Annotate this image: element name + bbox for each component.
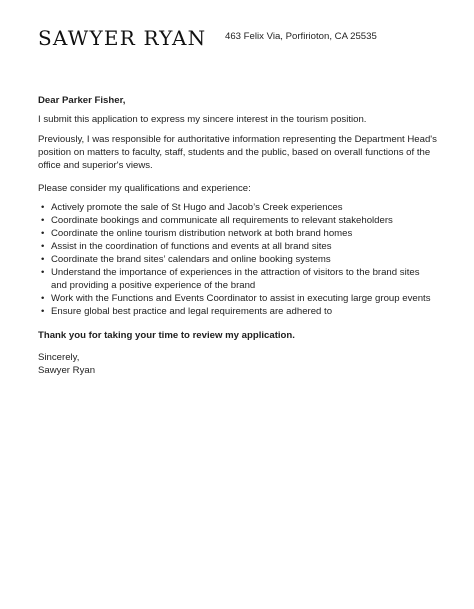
bullet-icon: •	[41, 202, 45, 213]
thank-you-line: Thank you for taking your time to review my application.	[38, 330, 295, 341]
qualifications-list	[38, 201, 438, 318]
list-item	[38, 227, 438, 240]
list-item	[38, 201, 438, 214]
list-item-text: Coordinate bookings and communicate all requirements to relevant stakeholders	[51, 215, 393, 226]
letter-header	[38, 25, 448, 51]
bullet-icon: •	[41, 241, 45, 252]
applicant-name: SAWYER RYAN	[38, 26, 207, 50]
list-item	[38, 292, 438, 305]
bullet-icon: •	[41, 228, 45, 239]
list-item	[38, 214, 438, 227]
list-item-text: Assist in the coordination of functions and events at all brand sites	[51, 241, 332, 252]
list-item	[38, 253, 438, 266]
list-item-text: Coordinate the online tourism distribution network at both brand homes	[51, 228, 353, 239]
qualifications-intro: Please consider my qualifications and experience:	[38, 183, 251, 194]
bullet-icon: •	[41, 254, 45, 265]
experience-paragraph: Previously, I was responsible for authoritative information representing the Department Head's position on matters to faculty, staff, students and the public, based on overall functions of the office and superior's views.	[38, 134, 437, 171]
list-item-text: Work with the Functions and Events Coordinator to assist in executing large group events	[51, 293, 431, 304]
list-item	[38, 266, 438, 292]
bullet-icon: •	[41, 293, 45, 304]
list-item-text: Understand the importance of experiences in the attraction of visitors to the brand sites and providing a positive experience of the brand	[51, 267, 420, 291]
list-item-text: Ensure global best practice and legal requirements are adhered to	[51, 306, 333, 317]
signature-name: Sawyer Ryan	[38, 365, 96, 376]
list-item-text: Coordinate the brand sites’ calendars and online booking systems	[51, 254, 331, 265]
list-item	[38, 305, 438, 318]
salutation: Dear Parker Fisher,	[38, 95, 126, 106]
list-item-text: Actively promote the sale of St Hugo and Jacob’s Creek experiences	[51, 202, 343, 213]
intro-paragraph: I submit this application to express my sincere interest in the tourism position.	[38, 114, 367, 125]
bullet-icon: •	[41, 267, 45, 278]
bullet-icon: •	[41, 306, 45, 317]
bullet-icon: •	[41, 215, 45, 226]
letter-body	[38, 94, 438, 377]
list-item	[38, 240, 438, 253]
applicant-address: 463 Felix Via, Porfirioton, CA 25535	[225, 31, 377, 42]
closing-line: Sincerely,	[38, 352, 80, 363]
